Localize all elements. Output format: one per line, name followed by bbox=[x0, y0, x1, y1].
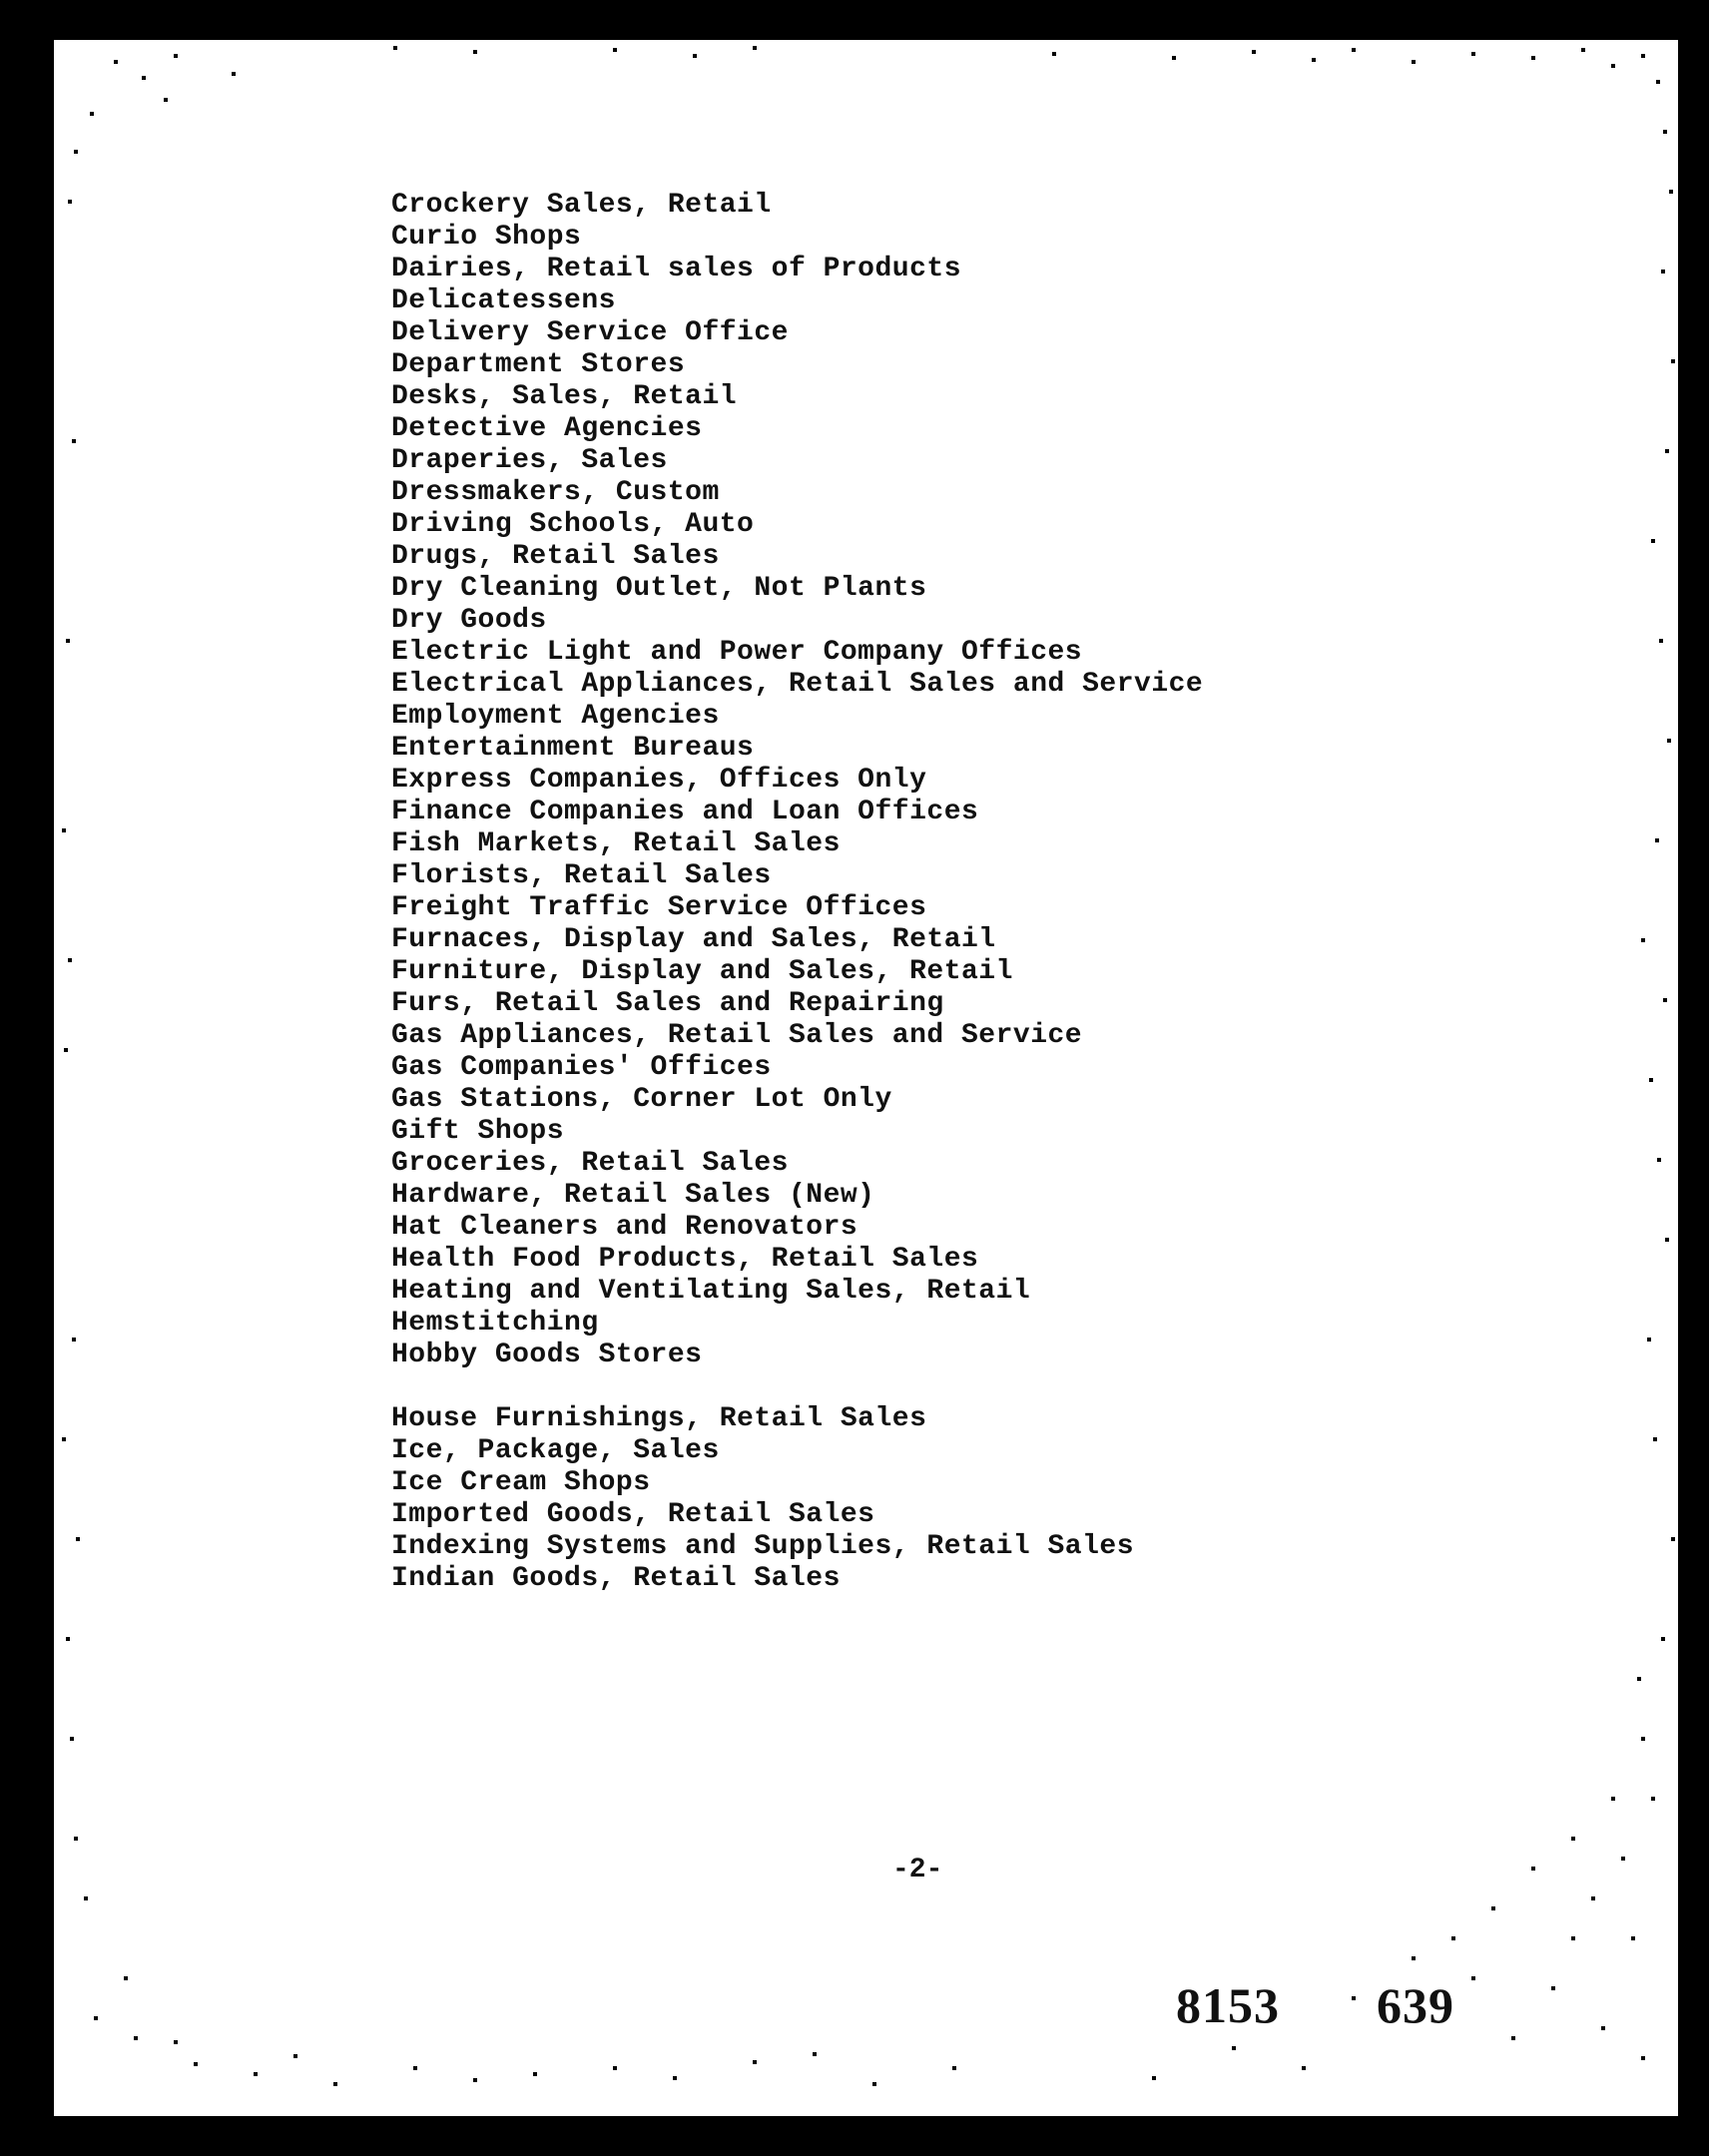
list-item: Indian Goods, Retail Sales bbox=[391, 1563, 841, 1594]
list-item: Employment Agencies bbox=[391, 701, 720, 732]
list-item: Department Stores bbox=[391, 349, 686, 380]
list-item: Fish Markets, Retail Sales bbox=[391, 828, 841, 859]
list-item: Health Food Products, Retail Sales bbox=[391, 1244, 979, 1275]
list-item: Electrical Appliances, Retail Sales and Service bbox=[391, 669, 1204, 700]
list-item: Freight Traffic Service Offices bbox=[391, 892, 927, 923]
list-item: Dry Cleaning Outlet, Not Plants bbox=[391, 573, 927, 604]
list-item: Desks, Sales, Retail bbox=[391, 381, 738, 412]
list-item: Finance Companies and Loan Offices bbox=[391, 797, 979, 827]
list-item: Indexing Systems and Supplies, Retail Sales bbox=[391, 1531, 1135, 1562]
list-item: Crockery Sales, Retail bbox=[391, 190, 772, 221]
document-id-part2: 639 bbox=[1377, 1977, 1454, 2033]
list-item: Express Companies, Offices Only bbox=[391, 765, 927, 796]
list-item: Gas Companies' Offices bbox=[391, 1052, 772, 1083]
list-item: Hardware, Retail Sales (New) bbox=[391, 1180, 875, 1211]
list-item: House Furnishings, Retail Sales bbox=[391, 1403, 927, 1434]
list-item: Ice, Package, Sales bbox=[391, 1435, 720, 1466]
list-item: Entertainment Bureaus bbox=[391, 733, 755, 764]
list-item: Hat Cleaners and Renovators bbox=[391, 1212, 858, 1243]
page-number: -2- bbox=[892, 1855, 943, 1886]
list-item: Drugs, Retail Sales bbox=[391, 541, 720, 572]
list-item: Hobby Goods Stores bbox=[391, 1340, 703, 1370]
business-list bbox=[391, 190, 1203, 1595]
list-item: Imported Goods, Retail Sales bbox=[391, 1499, 875, 1530]
list-item: Furs, Retail Sales and Repairing bbox=[391, 988, 944, 1019]
list-item: Gas Appliances, Retail Sales and Service bbox=[391, 1020, 1083, 1051]
document-page bbox=[54, 40, 1678, 2116]
list-item: Gas Stations, Corner Lot Only bbox=[391, 1084, 892, 1115]
document-id-part1: 8153 bbox=[1176, 1977, 1280, 2033]
list-item: Draperies, Sales bbox=[391, 445, 668, 476]
list-item: Detective Agencies bbox=[391, 413, 703, 444]
list-item: Dairies, Retail sales of Products bbox=[391, 254, 961, 284]
list-item: Florists, Retail Sales bbox=[391, 860, 772, 891]
list-item: Dressmakers, Custom bbox=[391, 477, 720, 508]
list-item: Delicatessens bbox=[391, 285, 616, 316]
list-item: Gift Shops bbox=[391, 1116, 565, 1147]
list-item: Electric Light and Power Company Offices bbox=[391, 637, 1083, 668]
list-item: Dry Goods bbox=[391, 605, 547, 636]
list-item: Furniture, Display and Sales, Retail bbox=[391, 956, 1013, 987]
list-item: Furnaces, Display and Sales, Retail bbox=[391, 924, 996, 955]
list-item: Heating and Ventilating Sales, Retail bbox=[391, 1276, 1031, 1307]
list-item: Groceries, Retail Sales bbox=[391, 1148, 789, 1179]
list-item: Curio Shops bbox=[391, 222, 582, 253]
list-item: Delivery Service Office bbox=[391, 317, 789, 348]
list-item: Ice Cream Shops bbox=[391, 1467, 651, 1498]
list-item: Hemstitching bbox=[391, 1308, 599, 1339]
list-item: Driving Schools, Auto bbox=[391, 509, 755, 540]
